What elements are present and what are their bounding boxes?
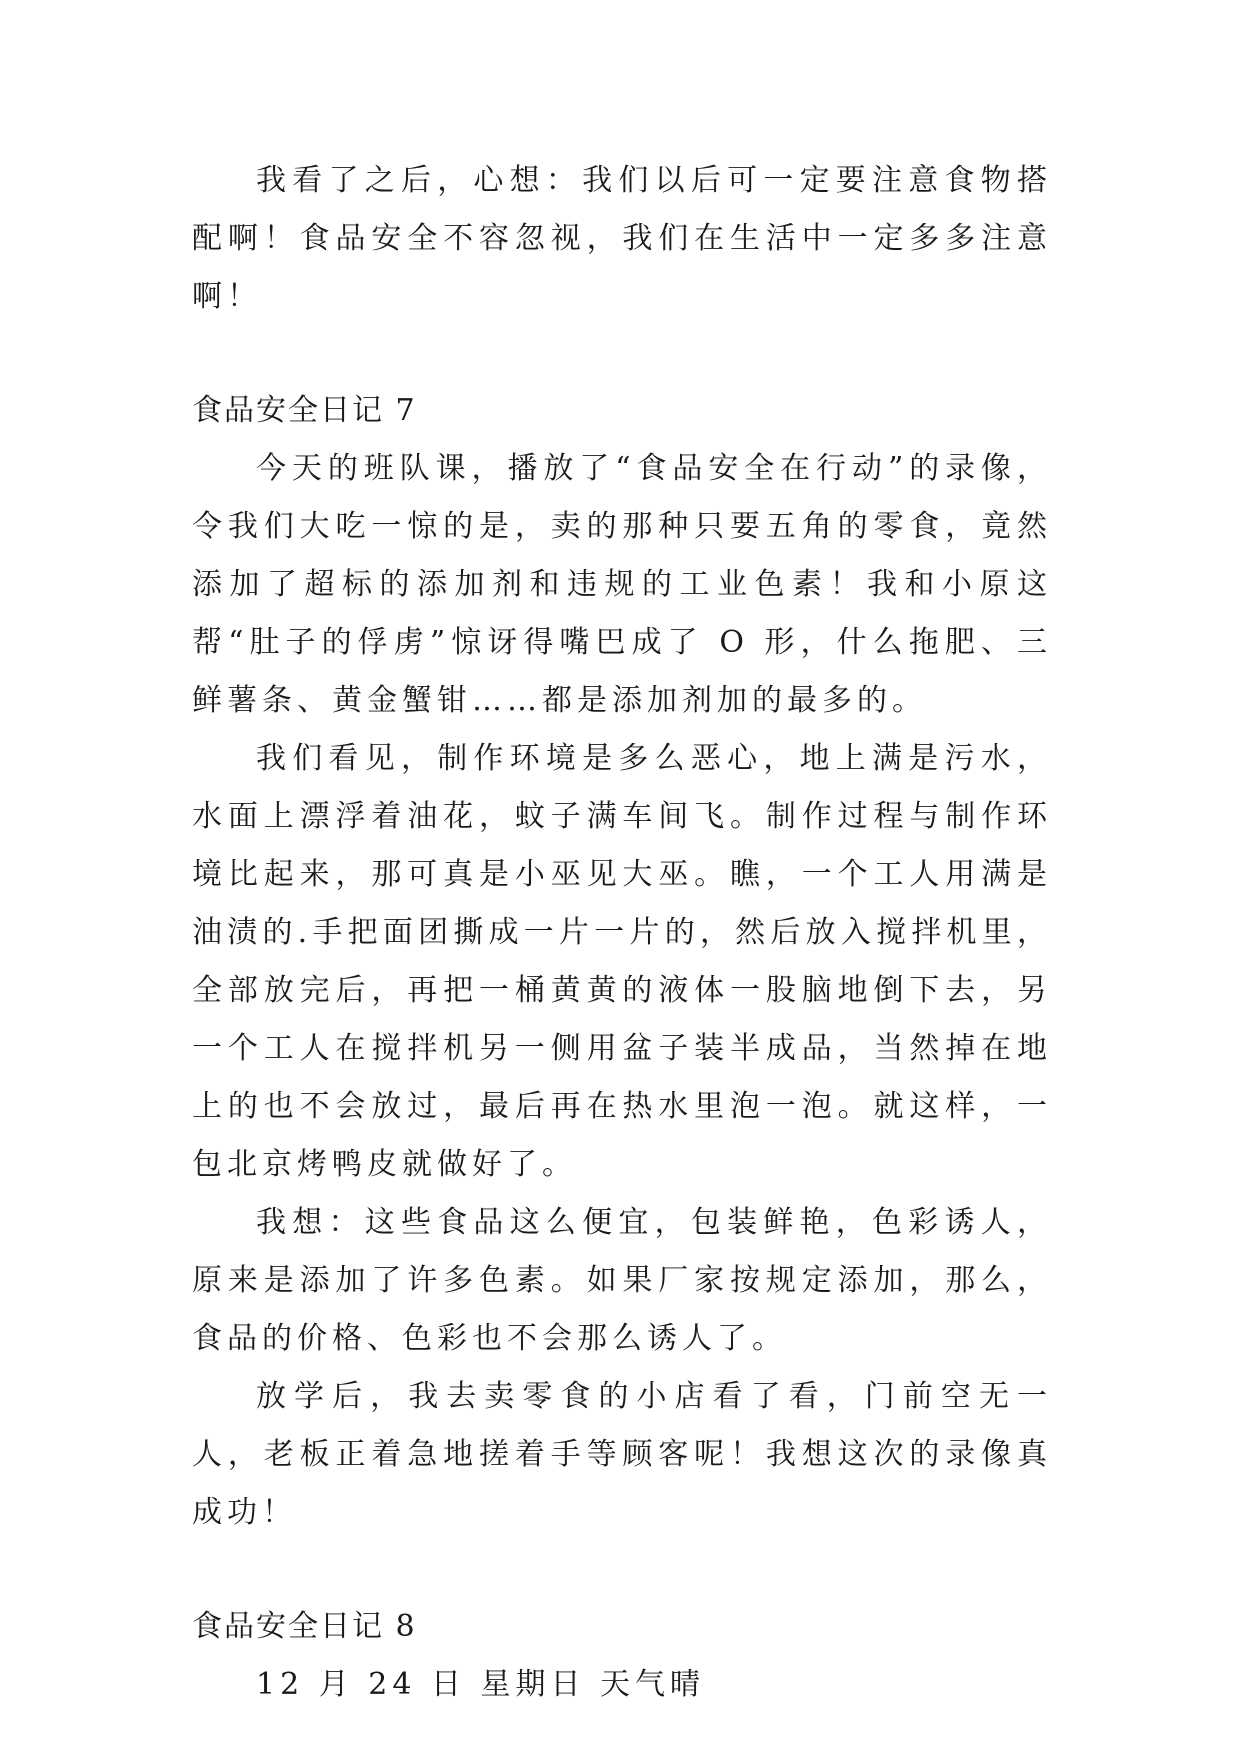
paragraph: 放学后，我去卖零食的小店看了看，门前空无一人，老板正着急地搓着手等顾客呢！我想这次的录像真成功！ [192, 1379, 1052, 1530]
paragraph: 我想：这些食品这么便宜，包装鲜艳，色彩诱人，原来是添加了许多色素。如果厂家按规定添加，那么，食品的价格、色彩也不会那么诱人了。 [192, 1205, 1052, 1356]
section-gap [192, 1542, 1052, 1598]
paragraph: 今天的班队课，播放了“食品安全在行动”的录像，令我们大吃一惊的是，卖的那种只要五角的零食，竟然添加了超标的添加剂和违规的工业色素！我和小原这帮“肚子的俘虏”惊讶得嘴巴成了 O 形，什么拖肥、三鲜薯条、黄金蟹钳……都是添加剂加的最多的。 [192, 451, 1052, 718]
paragraph: 12 月 24 日 星期日 天气晴 [256, 1667, 706, 1702]
section-gap [192, 326, 1052, 382]
section-title: 食品安全日记 8 [192, 1609, 417, 1644]
document-page [192, 152, 1052, 1714]
section-title: 食品安全日记 7 [192, 393, 417, 428]
paragraph: 我看了之后，心想：我们以后可一定要注意食物搭配啊！食品安全不容忽视，我们在生活中一定多多注意啊！ [192, 163, 1052, 314]
paragraph: 我们看见，制作环境是多么恶心，地上满是污水，水面上漂浮着油花，蚊子满车间飞。制作过程与制作环境比起来，那可真是小巫见大巫。瞧，一个工人用满是油渍的.手把面团撕成一片一片的，然后放入搅拌机里，全部放完后，再把一桶黄黄的液体一股脑地倒下去，另一个工人在搅拌机另一侧用盆子装半成品，当然掉在地上的也不会放过，最后再在热水里泡一泡。就这样，一包北京烤鸭皮就做好了。 [192, 741, 1052, 1182]
